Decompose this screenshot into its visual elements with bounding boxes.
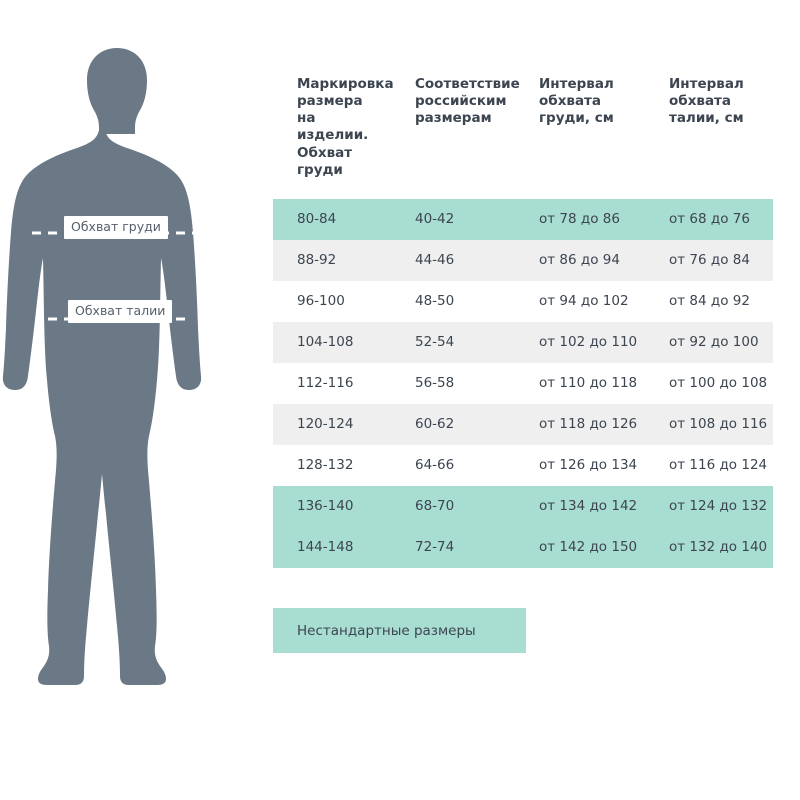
cell-waist: от 116 до 124	[645, 445, 773, 486]
cell-waist: от 132 до 140	[645, 527, 773, 568]
male-body-silhouette-icon	[0, 38, 270, 738]
cell-russian: 44-46	[391, 240, 515, 281]
cell-waist: от 100 до 108	[645, 363, 773, 404]
column-header-chest: Интервал обхвата груди, см	[515, 62, 645, 199]
cell-russian: 68-70	[391, 486, 515, 527]
cell-marking: 136-140	[273, 486, 391, 527]
column-header-marking: Маркировка размера на изделии. Обхват груди	[273, 62, 391, 199]
cell-chest: от 94 до 102	[515, 281, 645, 322]
cell-russian: 40-42	[391, 199, 515, 240]
cell-marking: 128-132	[273, 445, 391, 486]
cell-waist: от 108 до 116	[645, 404, 773, 445]
cell-russian: 60-62	[391, 404, 515, 445]
table-row	[273, 363, 773, 404]
cell-marking: 80-84	[273, 199, 391, 240]
table-row	[273, 199, 773, 240]
table-row	[273, 281, 773, 322]
cell-chest: от 126 до 134	[515, 445, 645, 486]
table-row	[273, 527, 773, 568]
cell-russian: 64-66	[391, 445, 515, 486]
cell-waist: от 124 до 132	[645, 486, 773, 527]
cell-chest: от 78 до 86	[515, 199, 645, 240]
cell-waist: от 76 до 84	[645, 240, 773, 281]
table-row	[273, 240, 773, 281]
cell-chest: от 142 до 150	[515, 527, 645, 568]
cell-waist: от 68 до 76	[645, 199, 773, 240]
column-header-waist: Интервал обхвата талии, см	[645, 62, 773, 199]
cell-russian: 72-74	[391, 527, 515, 568]
cell-russian: 56-58	[391, 363, 515, 404]
table-row	[273, 486, 773, 527]
table-row	[273, 445, 773, 486]
figure-panel	[0, 0, 270, 800]
waist-measure-label: Обхват талии	[68, 300, 172, 323]
cell-waist: от 92 до 100	[645, 322, 773, 363]
cell-marking: 96-100	[273, 281, 391, 322]
cell-waist: от 84 до 92	[645, 281, 773, 322]
size-chart-table	[273, 62, 773, 568]
table-header-row	[273, 62, 773, 199]
cell-marking: 112-116	[273, 363, 391, 404]
chest-measure-label: Обхват груди	[64, 216, 168, 239]
cell-chest: от 134 до 142	[515, 486, 645, 527]
cell-chest: от 86 до 94	[515, 240, 645, 281]
cell-marking: 144-148	[273, 527, 391, 568]
column-header-russian: Соответствие российским размерам	[391, 62, 515, 199]
cell-marking: 104-108	[273, 322, 391, 363]
cell-marking: 88-92	[273, 240, 391, 281]
cell-chest: от 118 до 126	[515, 404, 645, 445]
cell-chest: от 102 до 110	[515, 322, 645, 363]
cell-russian: 48-50	[391, 281, 515, 322]
nonstandard-sizes-note: Нестандартные размеры	[273, 608, 526, 653]
cell-marking: 120-124	[273, 404, 391, 445]
cell-chest: от 110 до 118	[515, 363, 645, 404]
table-row	[273, 322, 773, 363]
table-row	[273, 404, 773, 445]
cell-russian: 52-54	[391, 322, 515, 363]
